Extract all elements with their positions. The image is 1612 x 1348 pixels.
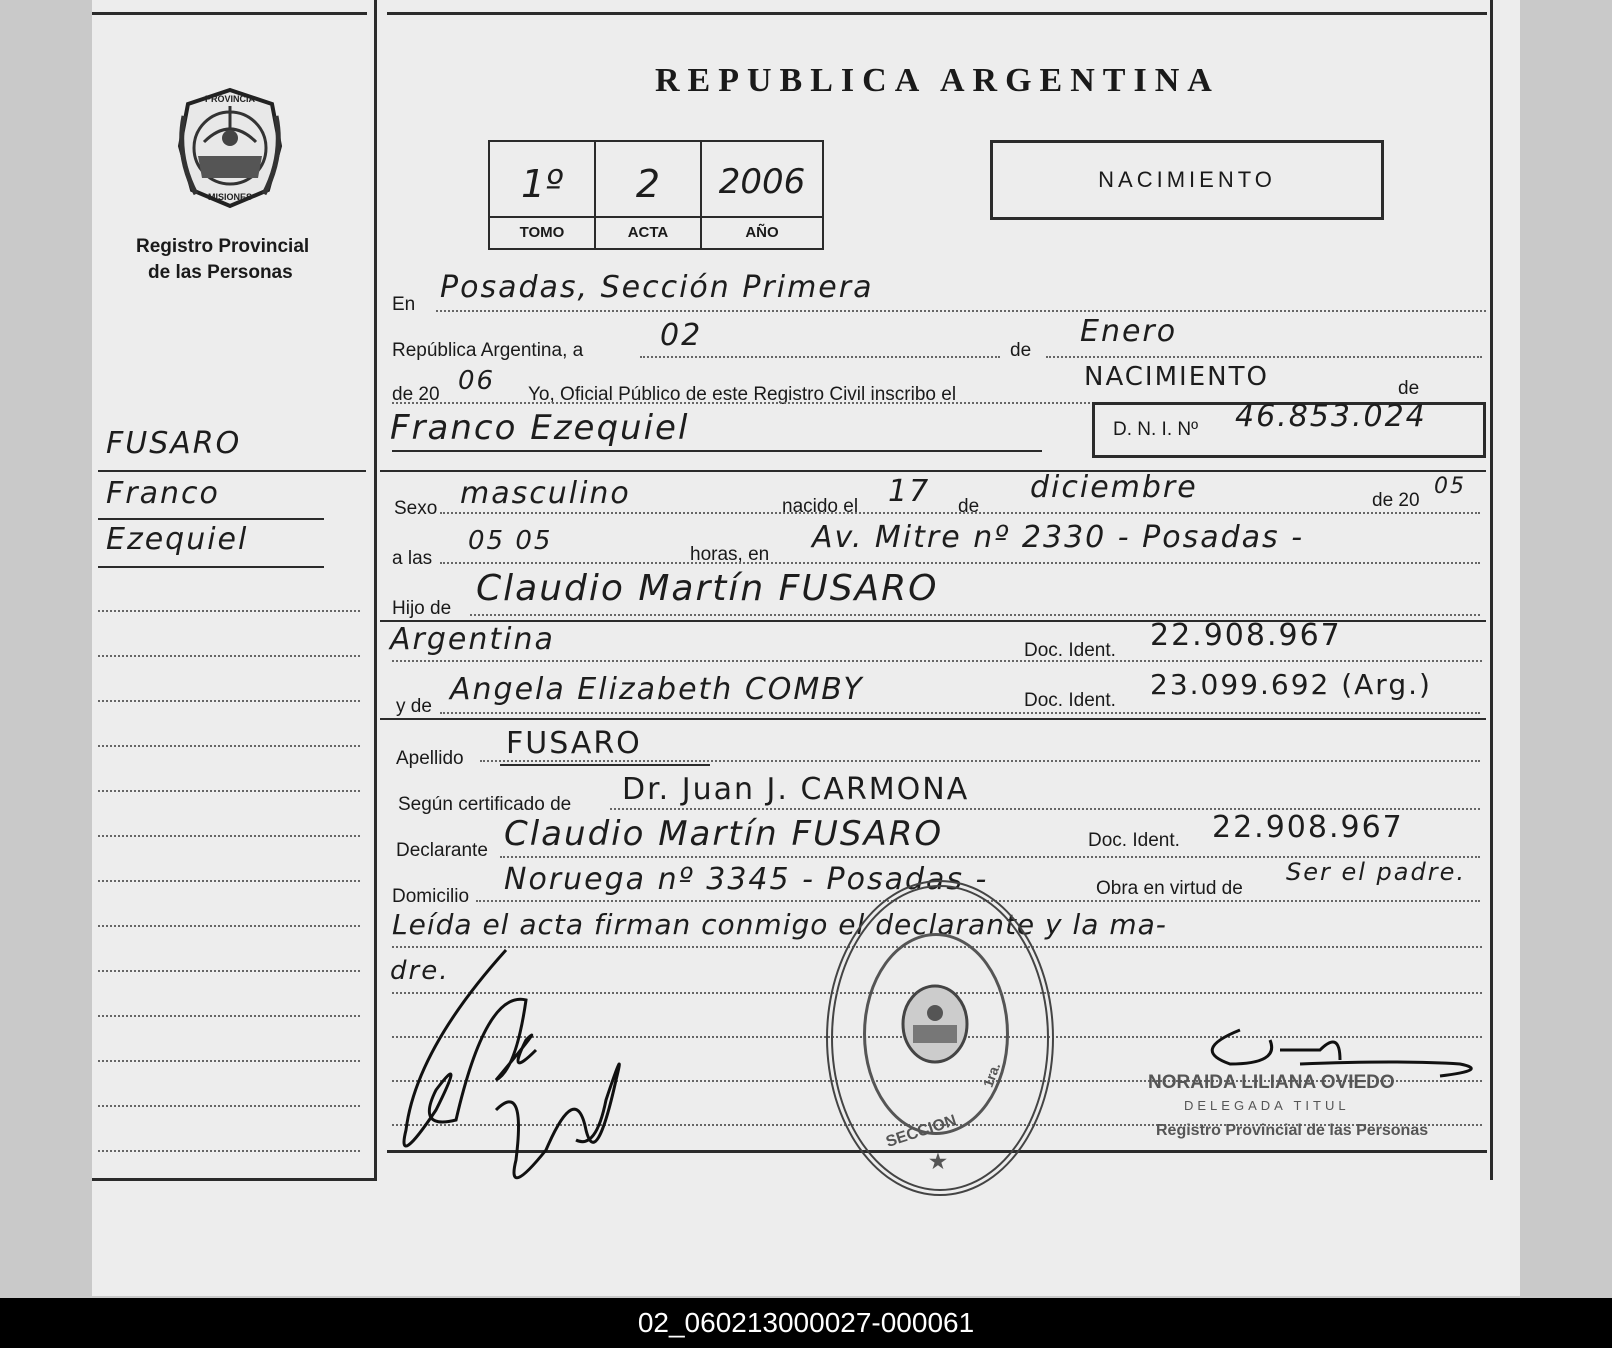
seal-section-number: 1ra. — [979, 1060, 1004, 1090]
line-apellido-underline — [500, 764, 710, 766]
value-virtud: Ser el padre. — [1286, 858, 1466, 886]
dni-box — [1092, 399, 1486, 458]
value-mes: Enero — [1080, 314, 1178, 349]
value-hora: 05 05 — [468, 526, 553, 556]
margin-surname: FUSARO — [106, 426, 242, 461]
tomo-label: TOMO — [490, 216, 594, 248]
label-de3: de — [958, 496, 980, 517]
label-domicilio: Domicilio — [392, 886, 470, 907]
tomo-acta-ano-box — [488, 140, 824, 250]
line-padre — [470, 614, 1480, 616]
label-apellido: Apellido — [396, 748, 464, 769]
label-de-20: de 20 — [392, 384, 440, 405]
value-nacionalidad-padre: Argentina — [390, 622, 555, 657]
official-name: NORAIDA LILIANA OVIEDO — [1148, 1072, 1395, 1093]
label-de2: de — [1398, 378, 1420, 399]
svg-text:MISIONES: MISIONES — [207, 192, 253, 202]
section-rule-1 — [380, 470, 1486, 472]
top-rule-left — [92, 12, 367, 15]
coat-of-arms-icon — [172, 86, 288, 210]
tomo-value: 1º — [520, 162, 564, 206]
bottom-rule-left — [92, 1178, 377, 1181]
label-nacido-el: nacido el — [782, 496, 859, 517]
official-registry: Registro Provincial de las Personas — [1156, 1122, 1429, 1139]
ano-label: AÑO — [702, 216, 822, 248]
label-de: de — [1010, 340, 1032, 361]
seal-star-icon: ★ — [929, 1151, 947, 1173]
seal-emblem-icon — [895, 979, 975, 1069]
value-padre-doc: 22.908.967 — [1150, 618, 1342, 653]
top-rule-right — [387, 12, 1487, 15]
margin-first-name: Franco — [106, 476, 220, 511]
label-obra: Obra en virtud de — [1096, 878, 1243, 899]
label-doc-ident-madre: Doc. Ident. — [1024, 690, 1116, 711]
value-domicilio: Noruega nº 3345 - Posadas - — [504, 862, 989, 897]
value-madre-doc: 23.099.692 (Arg.) — [1150, 668, 1432, 701]
line-apellido — [480, 760, 1480, 762]
value-madre: Angela Elizabeth COMBY — [450, 672, 864, 707]
value-apellido: FUSARO — [506, 726, 642, 761]
label-de-20b: de 20 — [1372, 490, 1420, 511]
margin-rule-1 — [98, 470, 366, 472]
ano-cell — [702, 142, 822, 248]
registry-name-line1: Registro Provincial — [136, 236, 310, 257]
line-nombre — [392, 450, 1042, 452]
label-dni: D. N. I. Nº — [1113, 419, 1199, 440]
margin-rule-3 — [98, 566, 324, 568]
value-declarante: Claudio Martín FUSARO — [504, 814, 944, 854]
official-role: DELEGADA TITUL — [1184, 1098, 1350, 1113]
registry-logo — [172, 86, 288, 210]
label-y-de: y de — [396, 696, 432, 717]
label-horas-en: horas, en — [690, 544, 770, 565]
acta-value: 2 — [635, 162, 661, 206]
value-ano-2d: 06 — [458, 366, 496, 396]
acta-cell — [596, 142, 702, 248]
label-yo-oficial: Yo, Oficial Público de este Registro Civil inscribo el — [528, 384, 957, 405]
margin-rule-2 — [98, 518, 324, 520]
label-republica: República Argentina, a — [392, 340, 584, 361]
label-segun: Según certificado de — [398, 794, 572, 815]
official-seal — [826, 880, 1054, 1196]
value-nac-mes: diciembre — [1030, 470, 1198, 505]
svg-text:PROVINCIA: PROVINCIA — [204, 94, 256, 104]
seal-section-text: SECCION — [884, 1112, 959, 1151]
value-sexo: masculino — [460, 476, 631, 511]
registry-name-line2: de las Personas — [148, 262, 293, 283]
line-mes — [1046, 356, 1482, 358]
declarant-signature — [376, 930, 636, 1210]
line-lugar — [436, 310, 1486, 312]
tomo-cell — [490, 142, 596, 248]
label-doc-ident-declarante: Doc. Ident. — [1088, 830, 1180, 851]
label-en: En — [392, 294, 416, 315]
value-lugar-nac: Av. Mitre nº 2330 - Posadas - — [812, 520, 1305, 555]
label-declarante: Declarante — [396, 840, 488, 861]
value-nac-dia: 17 — [888, 474, 931, 509]
value-dni: 46.853.024 — [1235, 399, 1427, 434]
act-type-box: NACIMIENTO — [990, 140, 1384, 220]
value-lectura2: dre. — [390, 956, 450, 986]
value-nac-ano: 05 — [1434, 474, 1466, 499]
label-hijo-de: Hijo de — [392, 598, 452, 619]
value-lectura: Leída el acta firman conmigo el declarante y la ma- — [392, 908, 1167, 941]
line-dia — [640, 356, 1000, 358]
label-sexo: Sexo — [394, 498, 438, 519]
line-madre — [440, 712, 1480, 714]
value-nombre: Franco Ezequiel — [390, 408, 690, 448]
value-dia: 02 — [660, 318, 703, 353]
value-lugar: Posadas, Sección Primera — [440, 270, 874, 305]
label-a-las: a las — [392, 548, 433, 569]
page-title: REPUBLICA ARGENTINA — [655, 62, 1220, 99]
margin-second-name: Ezequiel — [106, 522, 249, 557]
image-id-footer: 02_060213000027-000061 — [0, 1298, 1612, 1348]
section-rule-3 — [380, 718, 1486, 720]
value-medico: Dr. Juan J. CARMONA — [622, 772, 970, 807]
line-hora — [440, 562, 1480, 564]
ano-value: 2006 — [718, 162, 806, 202]
value-tipo: NACIMIENTO — [1084, 362, 1269, 392]
right-border — [1490, 0, 1493, 1180]
acta-label: ACTA — [596, 216, 700, 248]
value-padre: Claudio Martín FUSARO — [476, 568, 939, 609]
line-sexo — [440, 512, 1480, 514]
line-nacionalidad — [392, 660, 1482, 662]
label-doc-ident-padre: Doc. Ident. — [1024, 640, 1116, 661]
value-declarante-doc: 22.908.967 — [1212, 810, 1404, 845]
